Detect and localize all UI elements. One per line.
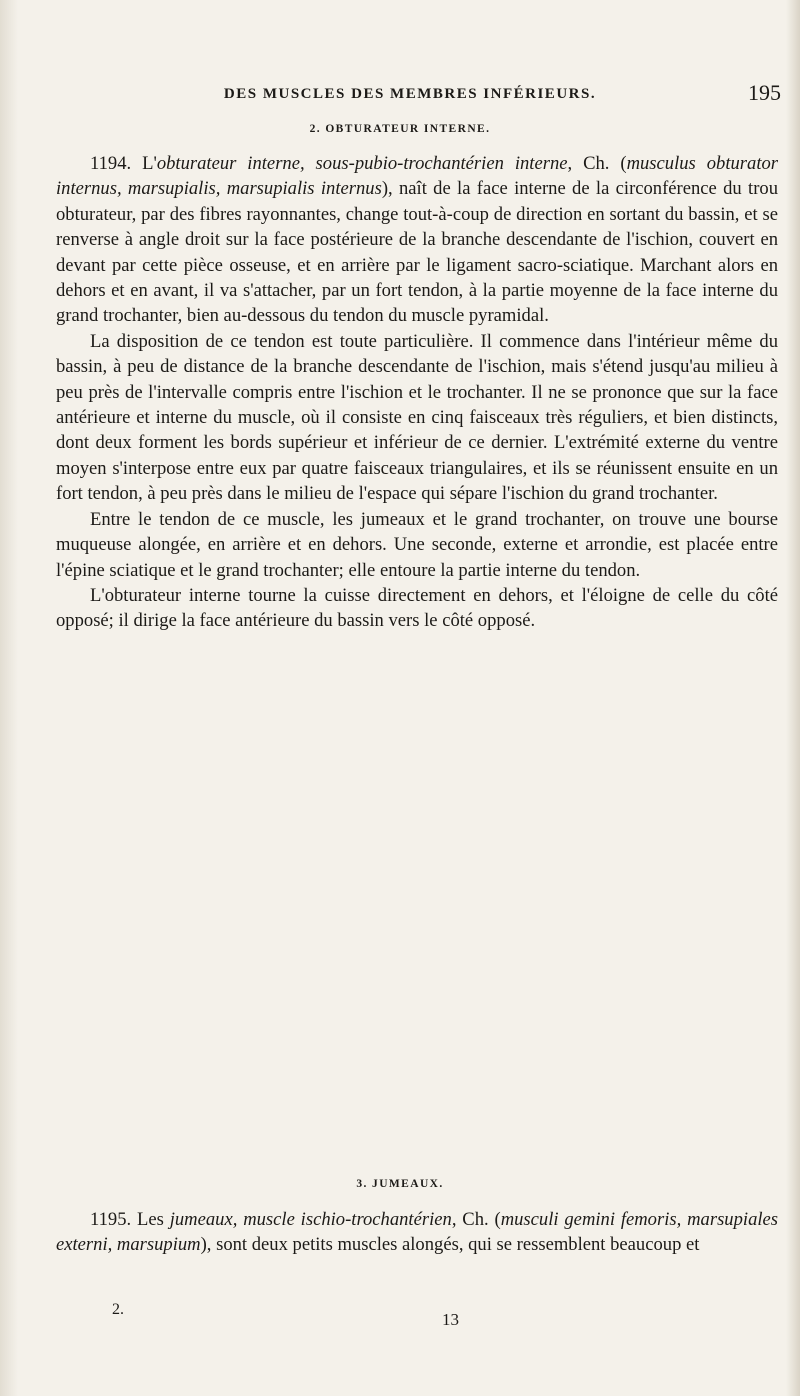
section-heading-obturateur: 2. OBTURATEUR INTERNE.	[309, 123, 491, 135]
paragraph-number: 1195.	[90, 1209, 132, 1230]
signature-mark: 2.	[112, 1301, 124, 1318]
paragraph: La disposition de ce tendon est toute particulière. Il commence dans l'intérieur même du bassin, à peu de distance de la branche descendante de l'ischion, mais s'étend jusqu'au milieu à peu près de l'intervalle compris entre l'ischion et le trochanter. Il ne se prononce que sur la face antérieure et interne du muscle, où il consiste en cinq faisceaux très réguliers, et bien distincts, dont deux forment les bords supérieur et inférieur de ce dernier. L'extrémité externe du ventre moyen s'interpose entre eux par quatre faisceaux triangulaires, et ils se réunissent ensuite en un fort tendon, à peu près dans le milieu de l'espace qui sépare l'ischion du grand trochanter.	[56, 330, 778, 505]
section-body-obturateur	[56, 151, 778, 634]
latin-synonyms: musculi gemini femoris, marsupiales externi, marsupium	[56, 1209, 779, 1256]
paragraph: 1195. Les jumeaux, muscle ischio-trochantérien, Ch. (musculi gemini femoris, marsupiales externi, marsupium), sont deux petits muscles alongés, qui se ressemblent beaucoup et	[56, 1209, 779, 1256]
folio-mark: 13	[442, 1310, 459, 1329]
section-body-jumeaux	[56, 1207, 778, 1258]
running-head: DES MUSCLES DES MEMBRES INFÉRIEURS.	[223, 86, 597, 102]
section-heading-jumeaux: 3. JUMEAUX.	[356, 1178, 444, 1190]
paragraph-number: 1194.	[90, 153, 132, 174]
page-number: 195	[748, 80, 781, 105]
muscle-name: obturateur interne, sous-pubio-trochantérien interne	[156, 153, 568, 174]
muscle-name: jumeaux, muscle ischio-trochantérien	[169, 1209, 452, 1230]
paragraph: L'obturateur interne tourne la cuisse directement en dehors, et l'éloigne de celle du côté opposé; il dirige la face antérieure du bassin vers le côté opposé.	[56, 584, 778, 632]
paragraph: 1194. L'obturateur interne, sous-pubio-trochantérien interne, Ch. (musculus obturator internus, marsupialis, marsupialis internus), naît de la face interne de la circonférence du trou obturateur, par des fibres rayonnantes, change tout-à-coup de direction en sortant du bassin, et se renverse à angle droit sur la face postérieure de la branche descendante de l'ischion, couvert en devant par cette pièce osseuse, et en arrière par le ligament sacro-sciatique. Marchant alors en dehors et en avant, il va s'attacher, par un fort tendon, à la partie moyenne de la face interne du grand trochanter, bien au-dessous du tendon du muscle pyramidal.	[56, 153, 779, 327]
paragraph: Entre le tendon de ce muscle, les jumeaux et le grand trochanter, on trouve une bourse muqueuse alongée, en arrière et en dehors. Une seconde, externe et arrondie, est placée entre l'épine sciatique et le grand trochanter; elle entoure la partie interne du tendon.	[56, 508, 778, 581]
latin-synonyms: musculus obturator internus, marsupialis, marsupialis internus	[56, 153, 779, 200]
